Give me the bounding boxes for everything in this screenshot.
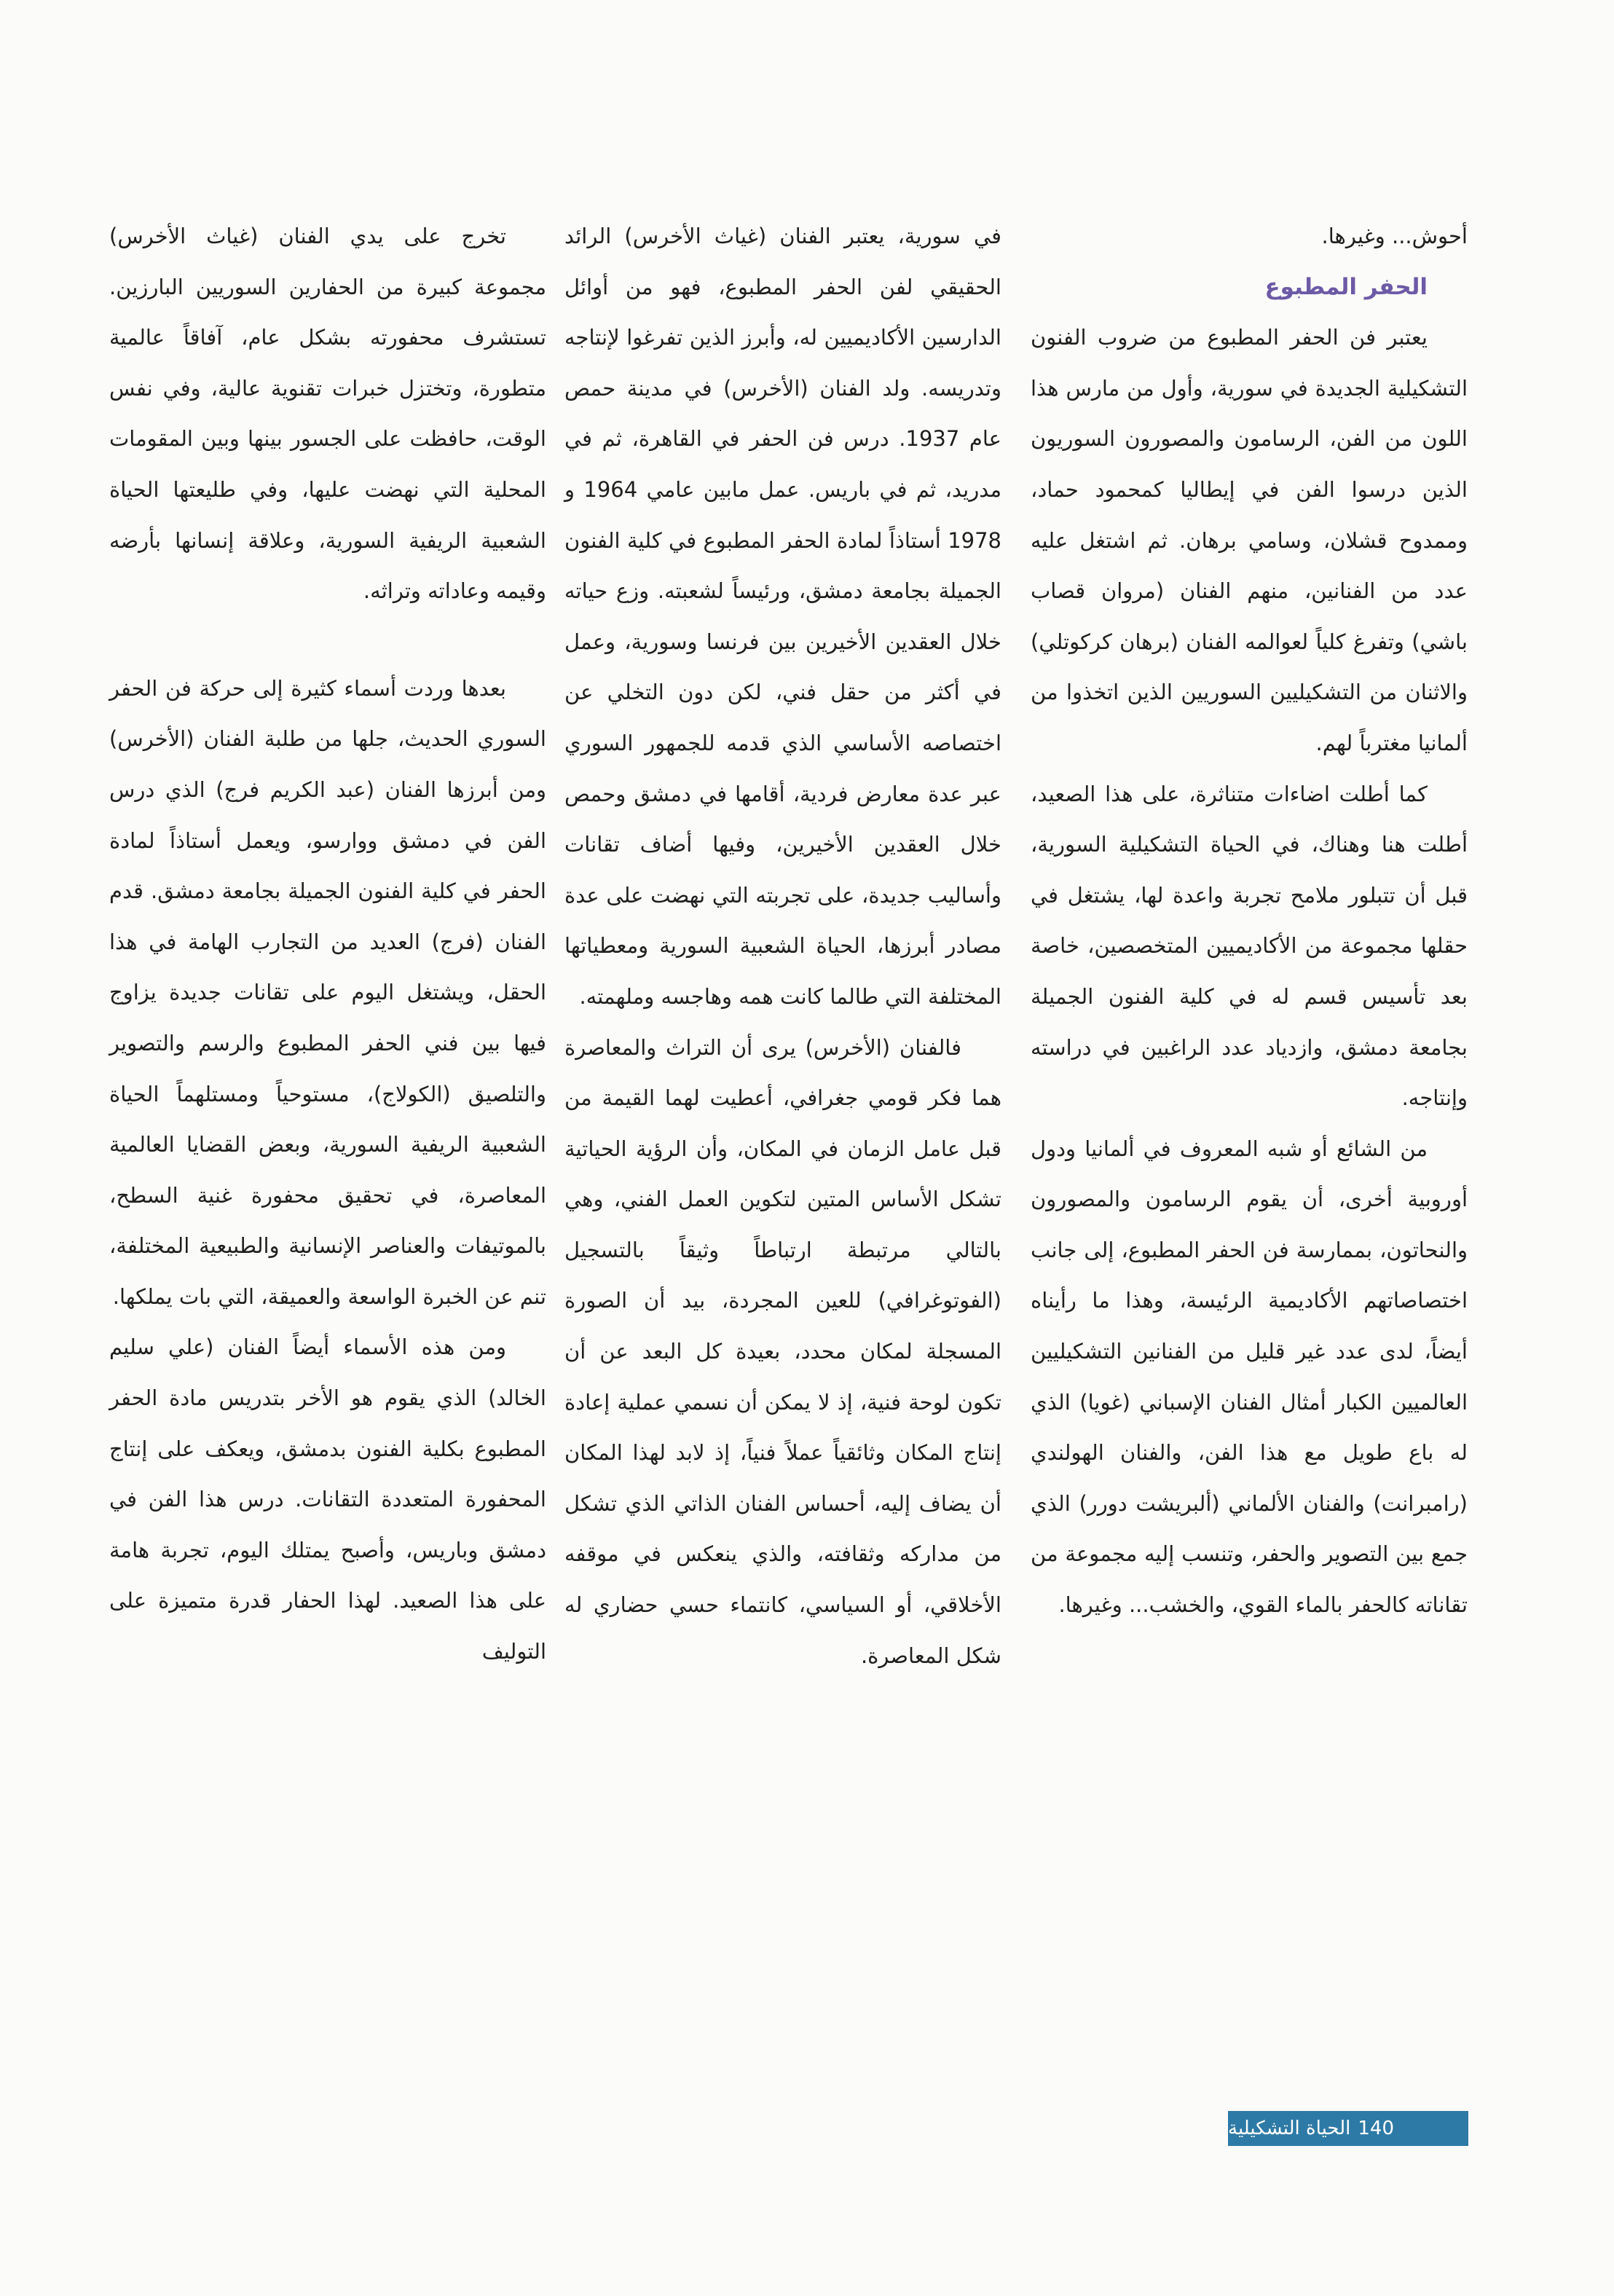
paragraph: يعتبر فن الحفر المطبوع من ضروب الفنون التشكيلية الجديدة في سورية، وأول من مارس هذا اللون من الفن، الرسامون والمصورون السوريون الذين درسوا الفن في إيطاليا كمحمود حماد، وممدوح قشلان، وسامي برهان. ثم اشتغل عليه عدد من الفنانين، منهم الفنان (مروان قصاب باشي) وتفرغ كلياً لعوالمه الفنان (برهان كركوتلي) والاثنان من التشكيليين السوريين الذين اتخذوا من ألمانيا مغترباً لهم. (1031, 325, 1468, 755)
column-left (109, 211, 546, 1678)
section-title: الحفر المطبوع (1264, 273, 1428, 300)
column-right (1031, 211, 1468, 1631)
column-middle (564, 211, 1001, 1681)
paragraph: تخرج على يدي الفنان (غياث الأخرس) مجموعة كبيرة من الحفارين السوريين البارزين. تستشرف محفورته بشكل عام، آفاقاً عالمية متطورة، وتختزل خبرات تقنوية عالية، وفي نفس الوقت، حافظت على الجسور بينها وبين المقومات المحلية التي نهضت عليها، وفي طليعتها الحياة الشعبية الريفية السورية، وعلاقة إنسانها بأرضه وقيمه وعاداته وتراثه. (109, 224, 546, 604)
paragraph: من الشائع أو شبه المعروف في ألمانيا ودول أوروبية أخرى، أن يقوم الرسامون والمصورون والنحاتون، بممارسة فن الحفر المطبوع، إلى جانب اختصاصاتهم الأكاديمية الرئيسة، وهذا ما رأيناه أيضاً، لدى عدد غير قليل من الفنانين التشكيليين العالميين الكبار أمثال الفنان الإسباني (غويا) الذي له باع طويل مع هذا الفن، والفنان الهولندي (رامبرانت) والفنان الألماني (ألبريشت دورر) الذي جمع بين التصوير والحفر، وتنسب إليه مجموعة من تقاناته كالحفر بالماء القوي، والخشب... وغيرها. (1031, 1136, 1468, 1618)
page-footer (1228, 2111, 1468, 2146)
paragraph: في سورية، يعتبر الفنان (غياث الأخرس) الرائد الحقيقي لفن الحفر المطبوع، فهو من أوائل الدارسين الأكاديميين له، وأبرز الذين تفرغوا لإنتاجه وتدريسه. ولد الفنان (الأخرس) في مدينة حمص عام 1937. درس فن الحفر في القاهرة، ثم في مدريد، ثم في باريس. عمل مابين عامي 1964 و 1978 أستاذاً لمادة الحفر المطبوع في كلية الفنون الجميلة بجامعة دمشق، ورئيساً لشعبته. وزع حياته خلال العقدين الأخيرين بين فرنسا وسورية، وعمل في أكثر من حقل فني، لكن دون التخلي عن اختصاصه الأساسي الذي قدمه للجمهور السوري عبر عدة معارض فردية، أقامها في دمشق وحمص خلال العقدين الأخيرين، وفيها أضاف تقانات وأساليب جديدة، على تجربته التي نهضت على عدة مصادر أبرزها، الحياة الشعبية السورية ومعطياتها المختلفة التي طالما كانت همه وهاجسه وملهمته. (564, 224, 1001, 1009)
magazine-title: الحياة التشكيلية (1228, 2118, 1351, 2139)
lead-text: أحوش... وغيرها. (1321, 224, 1468, 248)
paragraph: كما أطلت اضاءات متناثرة، على هذا الصعيد، أطلت هنا وهناك، في الحياة التشكيلية السورية، قبل أن تتبلور ملامح تجربة واعدة لها، يشتغل في حقلها مجموعة من الأكاديميين المتخصصين، خاصة بعد تأسيس قسم له في كلية الفنون الجميلة بجامعة دمشق، وازدياد عدد الراغبين في دراسته وإنتاجه. (1031, 781, 1468, 1111)
page-number: 140 (1358, 2118, 1395, 2139)
paragraph: فالفنان (الأخرس) يرى أن التراث والمعاصرة هما فكر قومي جغرافي، أعطيت لهما القيمة من قبل عامل الزمان في المكان، وأن الرؤية الحياتية تشكل الأساس المتين لتكوين العمل الفني، وهي بالتالي مرتبطة ارتباطاً وثيقاً بالتسجيل (الفوتوغرافي) للعين المجردة، بيد أن الصورة المسجلة لمكان محدد، بعيدة كل البعد عن أن تكون لوحة فنية، إذ لا يمكن أن نسمي عملية إعادة إنتاج المكان وثائقياً عملاً فنياً، إذ لابد لهذا المكان أن يضاف إليه، أحساس الفنان الذاتي الذي تشكل من مداركه وثقافته، والذي ينعكس في موقفه الأخلاقي، أو السياسي، كانتماء حسي حضاري له شكل المعاصرة. (564, 1034, 1001, 1668)
paragraph: ومن هذه الأسماء أيضاً الفنان (علي سليم الخالد) الذي يقوم هو الأخر بتدريس مادة الحفر المطبوع بكلية الفنون بدمشق، ويعكف على إنتاج المحفورة المتعددة التقانات. درس هذا الفن في دمشق وباريس، وأصبح يمتلك اليوم، تجربة هامة على هذا الصعيد. لهذا الحفار قدرة متميزة على التوليف (109, 1334, 546, 1664)
paragraph: بعدها وردت أسماء كثيرة إلى حركة فن الحفر السوري الحديث، جلها من طلبة الفنان (الأخرس) ومن أبرزها الفنان (عبد الكريم فرج) الذي درس الفن في دمشق ووارسو، ويعمل أستاذاً لمادة الحفر في كلية الفنون الجميلة بجامعة دمشق. قدم الفنان (فرج) العديد من التجارب الهامة في هذا الحقل، ويشتغل اليوم على تقانات جديدة يزاوج فيها بين فني الحفر المطبوع والرسم والتصوير والتلصيق (الكولاج)، مستوحياً ومستلهماً الحياة الشعبية الريفية السورية، وبعض القضايا العالمية المعاصرة، في تحقيق محفورة غنية السطح، بالموتيفات والعناصر الإنسانية والطبيعية المختلفة، تنم عن الخبرة الواسعة والعميقة، التي بات يملكها. (109, 675, 546, 1309)
